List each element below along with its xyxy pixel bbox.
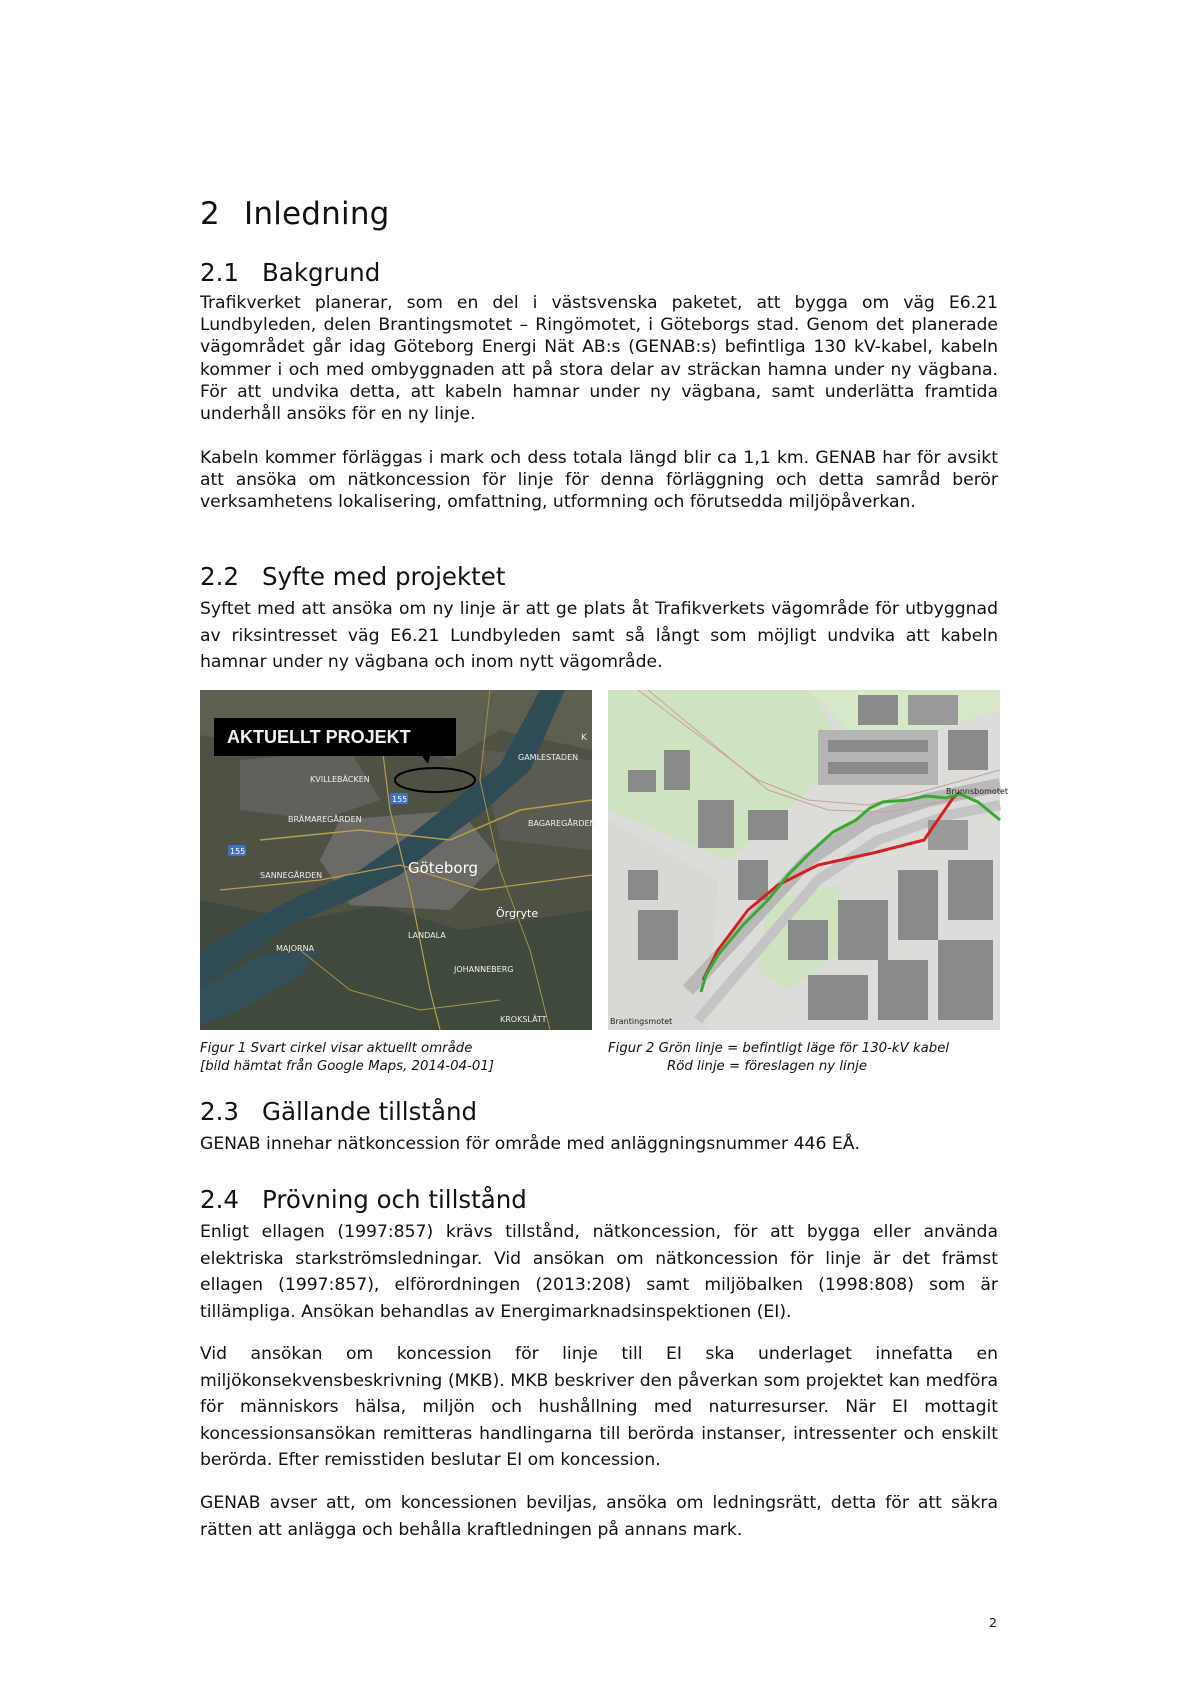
map-label-krokslatt: KROKSLÄTT xyxy=(500,1015,547,1024)
section-heading-2-1 xyxy=(200,258,380,287)
map-label-majorna: MAJORNA xyxy=(276,944,315,953)
map-label-bramaregarden: BRÄMAREGÅRDEN xyxy=(288,815,362,824)
map-label-edge: K xyxy=(581,733,587,743)
map-label-brunnsbomotet: Brunnsbomotet xyxy=(946,787,1009,796)
map-label-goteborg: Göteborg xyxy=(408,859,479,877)
figure-1-aerial-map xyxy=(200,690,596,1030)
caption-line: Figur 2 Grön linje = befintligt läge för 130-kV kabel xyxy=(608,1041,950,1056)
section-heading-2-3 xyxy=(200,1097,477,1126)
map-label-sannegarden: SANNEGÅRDEN xyxy=(260,871,323,880)
caption-line: Röd linje = föreslagen ny linje xyxy=(667,1058,868,1074)
section-number: 2.4 xyxy=(200,1185,239,1214)
aerial-map-image xyxy=(200,690,596,1030)
section-heading-2-2 xyxy=(200,562,505,591)
map-label-brantingsmotet: Brantingsmotet xyxy=(610,1017,673,1026)
section-number: 2.3 xyxy=(200,1097,239,1126)
figure-2-caption xyxy=(608,1040,949,1075)
caption-line: [bild hämtat från Google Maps, 2014-04-01] xyxy=(200,1058,494,1074)
section-number: 2.2 xyxy=(200,562,239,591)
section-title: Prövning och tillstånd xyxy=(262,1185,527,1214)
section-title: Gällande tillstånd xyxy=(262,1097,478,1126)
section-number: 2.1 xyxy=(200,258,239,287)
section-title: Bakgrund xyxy=(262,258,381,287)
chapter-number: 2 xyxy=(200,196,220,232)
chapter-heading xyxy=(200,196,390,232)
paragraph-background-2: Kabeln kommer förläggas i mark och dess totala längd blir ca 1,1 km. GENAB har för avsikt att ansöka om nätkoncession för linje för denna förläggning och detta samråd berör verksamhetens lokalisering, omfattning, utformning och förutsedda miljöpåverkan. xyxy=(200,448,998,513)
map-label-kvillebacken: KVILLEBÄCKEN xyxy=(310,775,370,784)
map-road-155-marker: 155 xyxy=(230,847,246,856)
map-label-landala: LANDALA xyxy=(408,931,446,940)
map-banner-text: AKTUELLT PROJEKT xyxy=(227,727,411,747)
figure-1-caption xyxy=(200,1040,494,1075)
map-label-johanneberg: JOHANNEBERG xyxy=(454,965,514,974)
paragraph-purpose: Syftet med att ansöka om ny linje är att ge plats åt Trafikverkets vägområde för utbyggnad av riksintresset väg E6.21 Lundbyleden samt så långt som möjligt undvika att kabeln hamnar under ny vägbana och inom nytt vägområde. xyxy=(200,599,998,672)
paragraph-review-1: Enligt ellagen (1997:857) krävs tillstånd, nätkoncession, för att bygga eller använda elektriska starkströmsledningar. Vid ansökan om nätkoncession för linje är det främst ellagen (1997:857), elförordningen (2013:208) samt miljöbalken (1998:808) som är tillämpliga. Ansökan behandlas av Energimarknadsinspektionen (EI). xyxy=(200,1222,998,1322)
map-label-bagaregarden: BAGAREGÅRDEN xyxy=(528,819,596,828)
route-map-image xyxy=(608,690,1009,1030)
chapter-title: Inledning xyxy=(244,196,390,232)
paragraph-review-2: Vid ansökan om koncession för linje till EI ska underlaget innefatta en miljökonsekvensbeskrivning (MKB). MKB beskriver den påverkan som projektet kan medföra för människors hälsa, miljön och hushållning med naturresurser. När EI mottagit koncessionsansökan remitteras handlingarna till berörda instanser, intressenter och enskilt berörda. Efter remisstiden beslutar EI om koncession. xyxy=(200,1344,998,1470)
paragraph-background-1: Trafikverket planerar, som en del i västsvenska paketet, att bygga om väg E6.21 Lundbyleden, delen Brantingsmotet – Ringömotet, i Göteborgs stad. Genom det planerade vägområdet går idag Göteborg Energi Nät AB:s (GENAB:s) befintliga 130 kV-kabel, kabeln kommer i och med ombyggnaden att på stora delar av sträckan hamna under ny vägbana. För att undvika detta, att kabeln hamnar under ny vägbana, samt underlätta framtida underhåll ansöks för en ny linje. xyxy=(200,293,998,425)
paragraph-review-3: GENAB avser att, om koncessionen beviljas, ansöka om ledningsrätt, detta för att säkra rätten att anlägga och behålla kraftledningen på annans mark. xyxy=(200,1493,998,1540)
map-label-gamlestaden: GAMLESTADEN xyxy=(518,753,579,762)
map-label-orgryte: Örgryte xyxy=(496,907,539,920)
paragraph-permit: GENAB innehar nätkoncession för område med anläggningsnummer 446 EÅ. xyxy=(200,1134,860,1154)
section-heading-2-4 xyxy=(200,1185,527,1214)
map-road-155-marker: 155 xyxy=(392,795,408,804)
section-title: Syfte med projektet xyxy=(262,562,506,591)
figure-2-route-map xyxy=(608,690,1009,1030)
page-number: 2 xyxy=(989,1615,997,1630)
caption-line: Figur 1 Svart cirkel visar aktuellt område xyxy=(200,1041,473,1056)
